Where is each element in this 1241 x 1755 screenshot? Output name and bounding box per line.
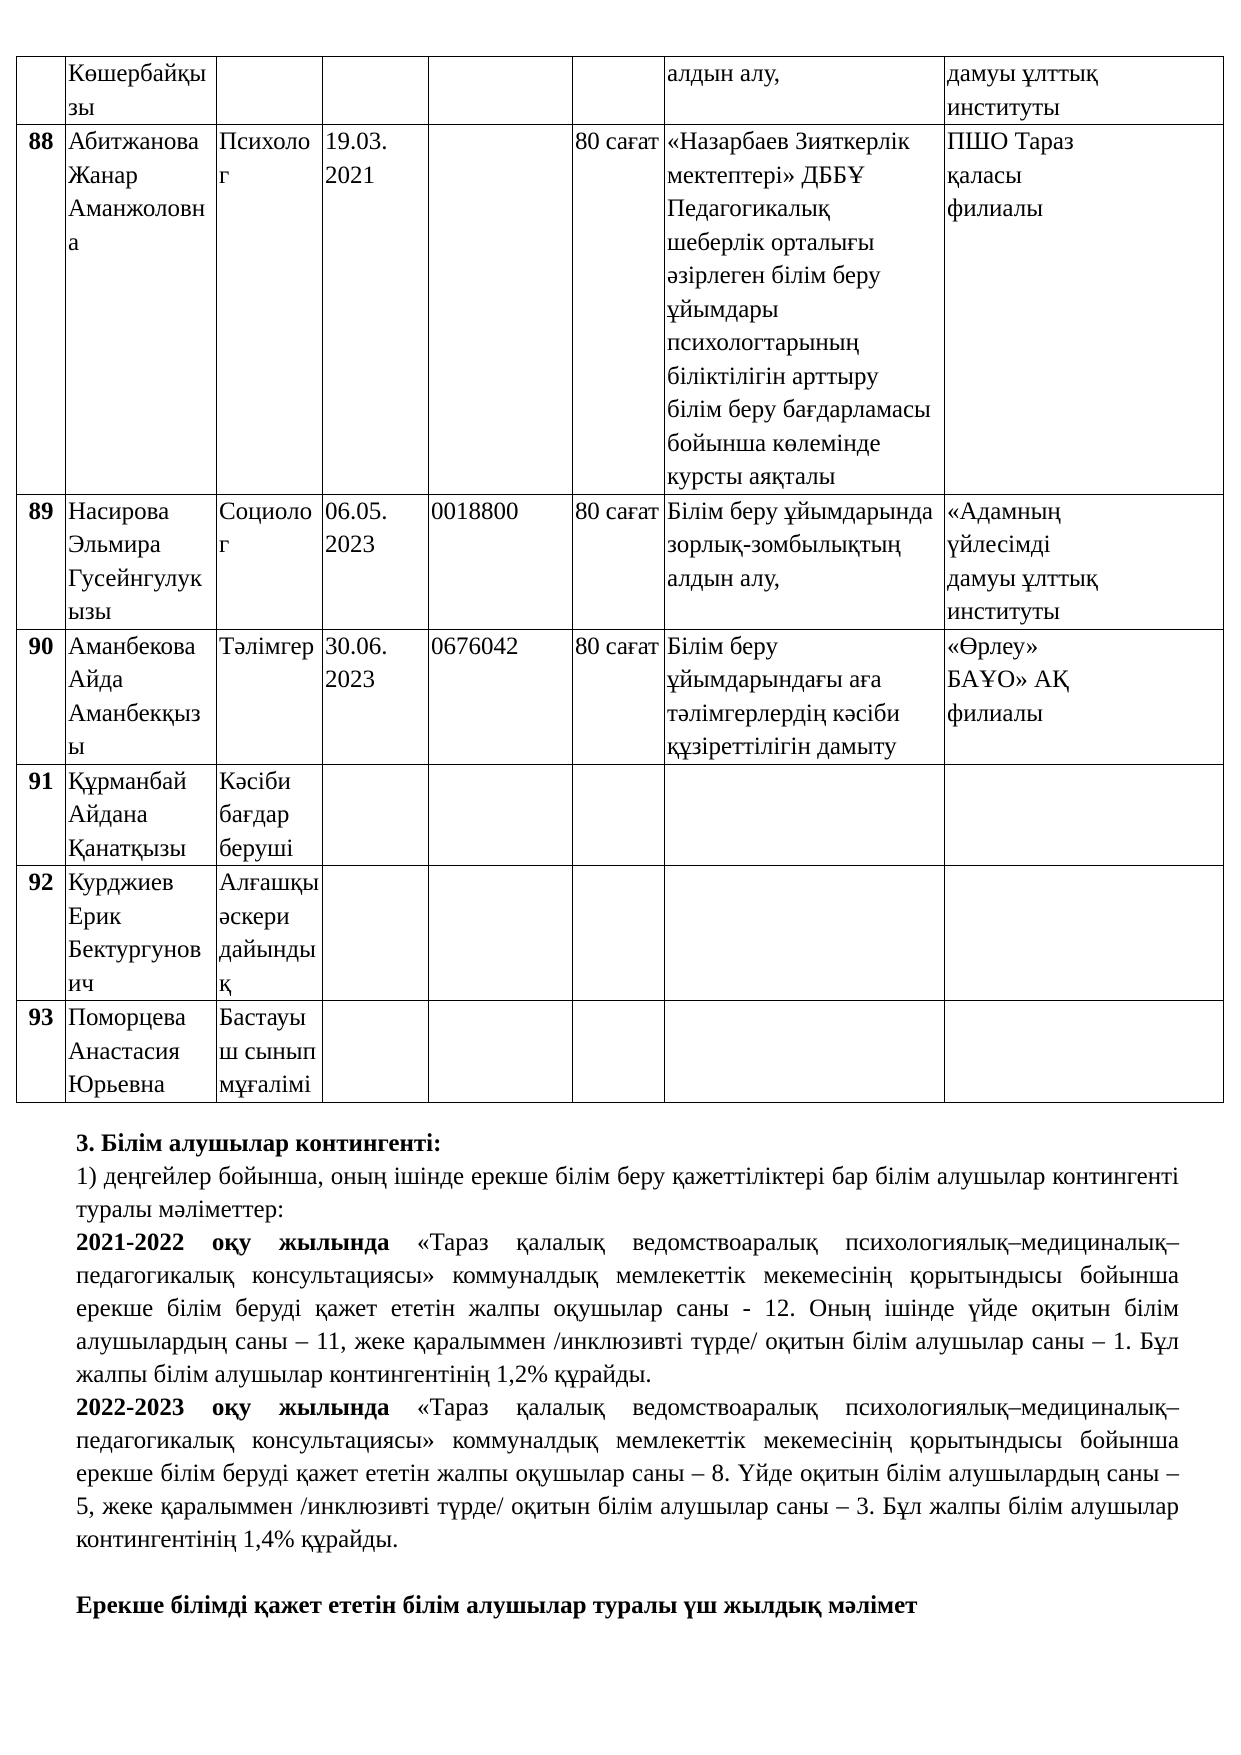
cell-line: ызы — [68, 598, 112, 625]
table-row — [17, 866, 1224, 1001]
cell-line: Ерик — [68, 902, 122, 930]
cell-line: «Өрлеу» — [947, 632, 1039, 660]
cell-line: 2021 — [325, 161, 375, 189]
cell-name — [66, 1001, 217, 1103]
cell-line: Жанар — [68, 161, 138, 189]
cell-line: филиалы — [947, 699, 1044, 727]
cell-course — [665, 866, 945, 1001]
cell-line: Курджиев — [68, 869, 174, 896]
cell-line: бағдар — [219, 801, 290, 828]
table-row — [17, 494, 1224, 629]
cell-line: Көшербайқы — [68, 60, 207, 87]
cell-line: алдын алу, — [667, 564, 780, 592]
year1-paragraph — [76, 1226, 1179, 1391]
cell-line: 0018800 — [431, 497, 519, 525]
cell-line: 2023 — [325, 666, 375, 693]
cell-cert — [429, 866, 573, 1001]
cell-course — [665, 57, 945, 125]
cell-name — [66, 494, 217, 629]
cell-line: Айдана — [68, 801, 148, 828]
cell-hours — [573, 764, 665, 866]
cell-position — [217, 866, 323, 1001]
year2-label: 2022-2023 оқу жылында — [76, 1394, 390, 1421]
cell-line: білім беру бағдарламасы — [667, 396, 931, 423]
cell-line: Анастасия — [68, 1037, 180, 1065]
cell-line: Бектургунов — [68, 936, 202, 963]
cell-line: зорлық-зомбылықтың — [667, 531, 901, 558]
cell-line: ПШО Тараз — [947, 128, 1074, 155]
cell-line: ич — [68, 969, 94, 997]
cell-hours — [573, 57, 665, 125]
cell-line: 19.03. — [325, 128, 388, 155]
cell-line: дайынды — [219, 936, 316, 963]
cell-line: әскери — [219, 902, 290, 930]
cell-line: Аманжоловн — [68, 195, 206, 222]
cell-line: Педагогикалық — [667, 195, 830, 222]
cell-line: а — [68, 228, 80, 256]
table-row — [17, 1001, 1224, 1103]
cell-line: 80 сағат — [575, 128, 659, 155]
cell-line: 06.05. — [325, 497, 388, 525]
cell-line: мектептері» ДББҰ — [667, 161, 866, 189]
cell-date — [323, 1001, 429, 1103]
cell-line: г — [219, 161, 230, 189]
cell-line: Насирова — [68, 497, 170, 525]
cell-cert — [429, 494, 573, 629]
cell-line: институты — [947, 93, 1060, 121]
cell-line: ұйымдарындағы аға — [667, 666, 882, 693]
cell-position — [217, 629, 323, 764]
cell-line: дамуы ұлттық — [947, 60, 1098, 87]
cell-position — [217, 1001, 323, 1103]
cell-name — [66, 866, 217, 1001]
cell-line: г — [219, 531, 230, 558]
row-number: 88 — [17, 125, 66, 495]
cell-cert — [429, 1001, 573, 1103]
cell-org — [945, 1001, 1224, 1103]
row-number: 92 — [17, 866, 66, 1001]
cell-line: Эльмира — [68, 531, 161, 558]
cell-hours — [573, 1001, 665, 1103]
cell-line: Поморцева — [68, 1004, 186, 1031]
cell-name — [66, 629, 217, 764]
cell-hours — [573, 494, 665, 629]
row-number: 91 — [17, 764, 66, 866]
cell-cert — [429, 764, 573, 866]
cell-position — [217, 494, 323, 629]
cell-line: шеберлік орталығы — [667, 228, 875, 256]
cell-line: филиалы — [947, 195, 1044, 222]
cell-line: 80 сағат — [575, 632, 659, 660]
row-number — [17, 57, 66, 125]
intro-text: 1) деңгейлер бойынша, оның ішінде ерекше білім беру қажеттіліктері бар білім алушылар контингенті туралы мәліметтер: — [76, 1163, 1179, 1223]
cell-date — [323, 57, 429, 125]
cell-line: әзірлеген білім беру — [667, 262, 881, 289]
cell-cert — [429, 629, 573, 764]
spacer — [76, 1556, 1179, 1589]
table-row — [17, 629, 1224, 764]
cell-course — [665, 764, 945, 866]
cell-course — [665, 125, 945, 495]
cell-date — [323, 494, 429, 629]
cell-line: беруші — [219, 834, 294, 862]
cell-line: алдын алу, — [667, 60, 780, 87]
cell-line: Бастауы — [219, 1004, 306, 1031]
cell-hours — [573, 866, 665, 1001]
cell-line: ш сынып — [219, 1037, 316, 1065]
cell-line: Қанатқызы — [68, 834, 187, 862]
year1-label: 2021-2022 оқу жылында — [76, 1229, 390, 1256]
cell-line: зы — [68, 93, 95, 121]
cell-org — [945, 125, 1224, 495]
cell-line: үйлесімді — [947, 531, 1051, 558]
year1-text: «Тараз қалалық ведомствоаралық психологиялық–медициналық–педагогикалық консультациясы» коммуналдық мемлекеттік мекемесінің қорытындысы бойынша ерекше білім беруді қажет ететін жалпы оқушылар саны - 12. Оның ішінде үйде оқитын білім алушылардың саны – 11, жеке қаралыммен /инклюзивті түрде/ оқитын білім алушылар саны – 1. Бұл жалпы білім алушылар контингентінің 1,2% құрайды. — [76, 1229, 1179, 1388]
cell-line: тәлімгерлердің кәсіби — [667, 699, 900, 727]
cell-position — [217, 125, 323, 495]
cell-line: ы — [68, 733, 85, 760]
row-number: 93 — [17, 1001, 66, 1103]
cell-line: Тәлімгер — [219, 632, 315, 660]
cell-line: біліктілігін арттыру — [667, 362, 879, 390]
cell-line: Білім беру ұйымдарында — [667, 497, 934, 525]
cell-name — [66, 57, 217, 125]
cell-org — [945, 866, 1224, 1001]
cell-line: БАҰО» АҚ — [947, 666, 1069, 693]
cell-line: құзіреттілігін дамыту — [667, 733, 897, 760]
cell-org — [945, 629, 1224, 764]
cell-line: Айда — [68, 666, 124, 693]
cell-org — [945, 57, 1224, 125]
cell-line: 0676042 — [431, 632, 519, 660]
cell-date — [323, 629, 429, 764]
cell-line: Социоло — [219, 497, 313, 525]
cell-line: «Адамның — [947, 497, 1061, 525]
cell-course — [665, 494, 945, 629]
cell-date — [323, 764, 429, 866]
cell-line: Юрьевна — [68, 1071, 165, 1098]
cell-line: Аманбекқыз — [68, 699, 201, 727]
cell-line: институты — [947, 598, 1060, 625]
cell-line: 2023 — [325, 531, 375, 558]
cell-hours — [573, 629, 665, 764]
year2-paragraph — [76, 1391, 1179, 1556]
row-number: 89 — [17, 494, 66, 629]
cell-hours — [573, 125, 665, 495]
cell-line: 80 сағат — [575, 497, 659, 525]
cell-line: «Назарбаев Зияткерлік — [667, 128, 910, 155]
cell-line: Алғашқы — [219, 869, 320, 896]
cell-line: 30.06. — [325, 632, 388, 660]
cell-line: Құрманбай — [68, 767, 187, 795]
cell-name — [66, 125, 217, 495]
cell-line: Абитжанова — [68, 128, 199, 155]
cell-line: Аманбекова — [68, 632, 196, 660]
cell-line: қаласы — [947, 161, 1022, 189]
cell-line: курсты аяқталы — [667, 463, 836, 490]
cell-line: ұйымдары — [667, 295, 779, 323]
staff-training-table — [16, 56, 1224, 1103]
cell-position — [217, 764, 323, 866]
cell-org — [945, 494, 1224, 629]
cell-line: мұғалімі — [219, 1071, 312, 1098]
cell-line: Психоло — [219, 128, 311, 155]
contingent-section — [76, 1127, 1179, 1622]
table-row — [17, 57, 1224, 125]
table-row — [17, 125, 1224, 495]
subheading: Ерекше білімді қажет ететін білім алушылар туралы үш жылдық мәлімет — [76, 1592, 918, 1619]
cell-course — [665, 629, 945, 764]
cell-line: қ — [219, 969, 232, 997]
table-body — [17, 57, 1224, 1103]
row-number: 90 — [17, 629, 66, 764]
cell-cert — [429, 57, 573, 125]
cell-line: Гусейнгулук — [68, 564, 203, 592]
table-row — [17, 764, 1224, 866]
cell-date — [323, 125, 429, 495]
cell-line: бойынша көлемінде — [667, 429, 881, 457]
cell-line: Білім беру — [667, 632, 778, 660]
cell-line: психологтарының — [667, 329, 859, 356]
cell-date — [323, 866, 429, 1001]
cell-position — [217, 57, 323, 125]
section-heading: 3. Білім алушылар контингенті: — [76, 1130, 442, 1157]
cell-cert — [429, 125, 573, 495]
cell-line: Кәсіби — [219, 767, 291, 795]
cell-name — [66, 764, 217, 866]
year2-text: «Тараз қалалық ведомствоаралық психологиялық–медициналық–педагогикалық консультациясы» коммуналдық мемлекеттік мекемесінің қорытындысы бойынша ерекше білім беруді қажет ететін жалпы оқушылар саны – 8. Үйде оқитын білім алушылардың саны – 5, жеке қаралыммен /инклюзивті түрде/ оқитын білім алушылар саны – 3. Бұл жалпы білім алушылар контингентінің 1,4% құрайды. — [76, 1394, 1179, 1553]
cell-org — [945, 764, 1224, 866]
cell-course — [665, 1001, 945, 1103]
intro-paragraph — [76, 1160, 1179, 1226]
cell-line: дамуы ұлттық — [947, 564, 1098, 592]
